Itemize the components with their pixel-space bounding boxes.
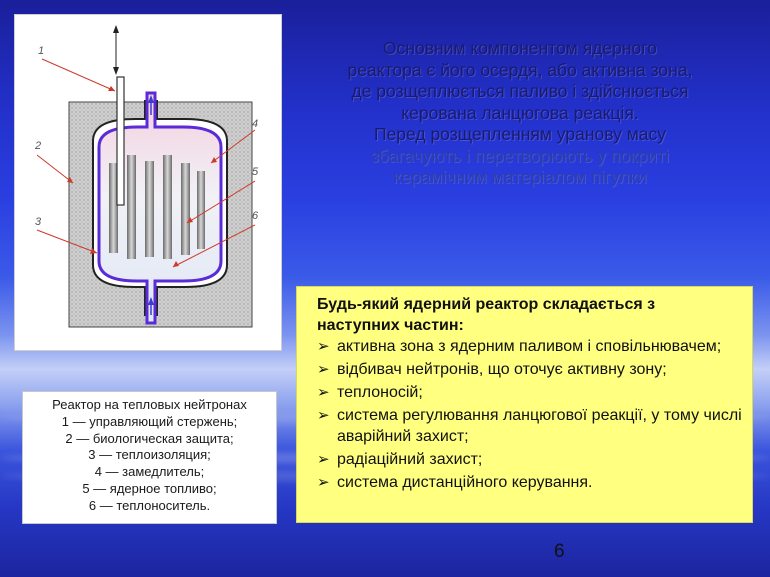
list-item bbox=[317, 450, 742, 471]
list-item-text: відбивач нейтронів, що оточує активну зону; bbox=[337, 361, 667, 378]
intro-line: де розщеплюється паливо і здійснюється bbox=[351, 81, 689, 101]
intro-line: керамічним матеріалом пігулки bbox=[393, 167, 647, 187]
diagram-label-1: 1 bbox=[38, 45, 45, 57]
control-rod bbox=[117, 77, 124, 205]
legend-item: 3 — теплоизоляция; bbox=[88, 447, 211, 463]
intro-line: керована ланцюгова реакція. bbox=[401, 102, 639, 123]
diagram-label-4: 4 bbox=[252, 118, 259, 130]
diagram-label-3: 3 bbox=[35, 216, 42, 228]
arrow-bullet-icon: ➢ bbox=[317, 407, 330, 424]
legend-item: 6 — теплоноситель. bbox=[88, 497, 211, 513]
parts-list bbox=[317, 337, 742, 493]
arrow-bullet-icon: ➢ bbox=[317, 384, 330, 401]
parts-title: Будь-який ядерний реактор складається з наступних частин: bbox=[317, 296, 656, 334]
list-item-text: радіаційний захист; bbox=[337, 450, 483, 468]
diagram-legend bbox=[22, 391, 277, 524]
list-item bbox=[317, 383, 742, 404]
reactor-parts-box bbox=[296, 286, 753, 523]
list-item-text: активна зона з ядерним паливом і сповільнювачем; bbox=[337, 338, 722, 355]
intro-line: збагачують і перетворюють у покриті bbox=[370, 145, 670, 166]
intro-text bbox=[300, 38, 740, 189]
diagram-label-2: 2 bbox=[35, 140, 42, 152]
arrow-bullet-icon: ➢ bbox=[317, 361, 330, 378]
legend-item: 1 — управляющий стержень; bbox=[61, 413, 238, 429]
list-item-text: система регулювання ланцюгової реакції, у тому числі аварійний захист; bbox=[337, 407, 742, 445]
page-number: 6 bbox=[554, 541, 565, 562]
arrow-bullet-icon: ➢ bbox=[317, 450, 330, 468]
list-item bbox=[317, 360, 742, 381]
reactor-diagram bbox=[14, 14, 282, 351]
list-item-text: система дистанційного керування. bbox=[337, 473, 593, 491]
list-item-text: теплоносій; bbox=[337, 384, 423, 401]
list-item bbox=[317, 473, 742, 494]
arrow-bullet-icon: ➢ bbox=[317, 338, 330, 355]
diagram-label-6: 6 bbox=[252, 210, 259, 222]
diagram-label-5: 5 bbox=[252, 166, 259, 178]
arrow-bullet-icon: ➢ bbox=[317, 473, 330, 491]
legend-item: 5 — ядерное топливо; bbox=[82, 480, 217, 496]
legend-item: 4 — замедлитель; bbox=[94, 464, 205, 480]
legend-item: 2 — биологическая защита; bbox=[65, 430, 234, 446]
reactor-diagram-svg bbox=[15, 15, 281, 350]
intro-line: реактора є його осердя, або активна зона, bbox=[347, 59, 693, 80]
intro-line: Перед розщепленням уранову масу bbox=[373, 124, 666, 144]
legend-title: Реактор на тепловых нейтронах bbox=[52, 397, 247, 412]
intro-line: Основним компонентом ядерного bbox=[382, 38, 657, 58]
list-item bbox=[317, 337, 742, 358]
list-item bbox=[317, 406, 742, 447]
